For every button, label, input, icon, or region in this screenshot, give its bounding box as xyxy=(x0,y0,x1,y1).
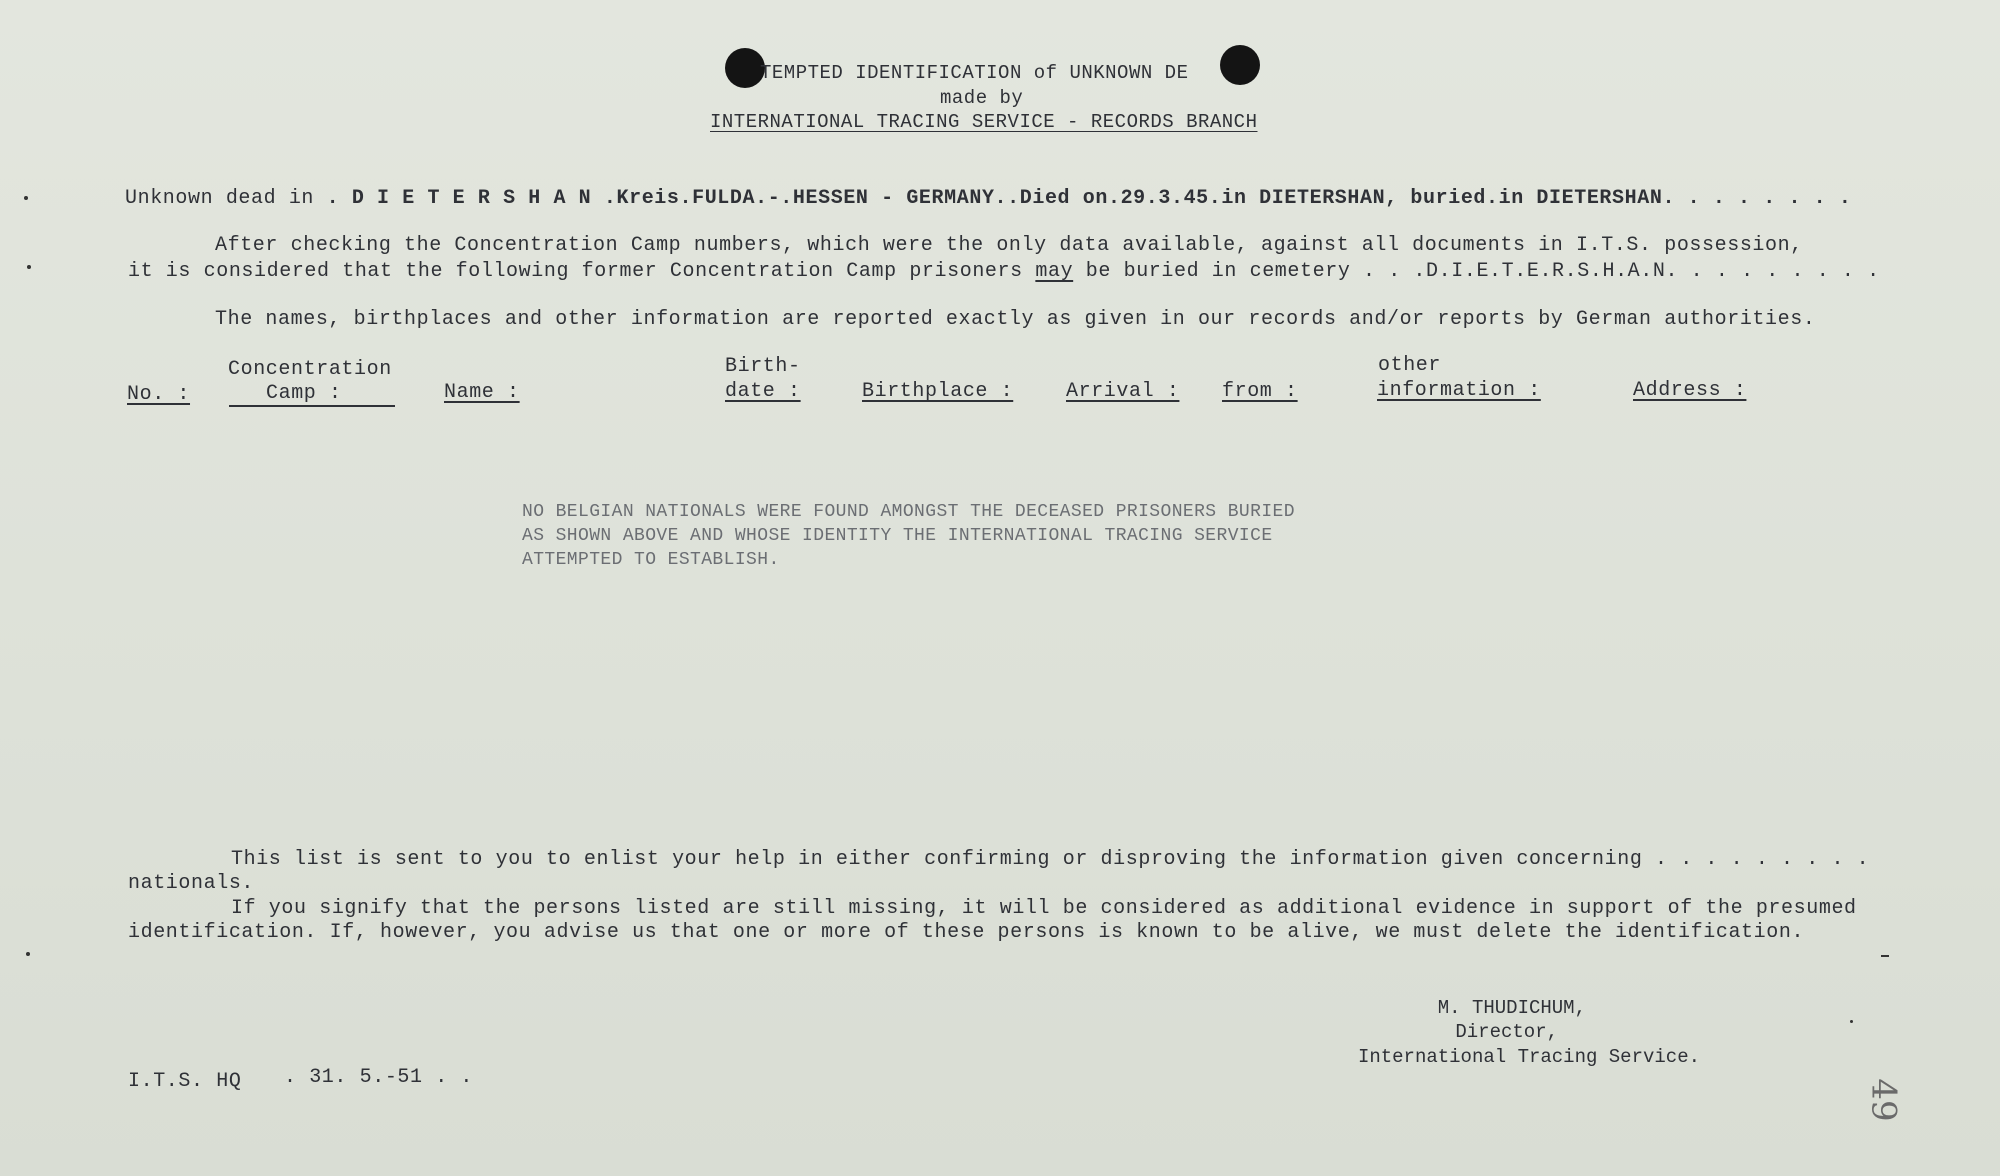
punch-hole-right xyxy=(1220,45,1260,85)
may-emphasis: may xyxy=(1035,260,1074,283)
notice-line-3: ATTEMPTED TO ESTABLISH. xyxy=(522,550,780,570)
location-label: Unknown dead in xyxy=(125,187,315,210)
column-other-bottom: information : xyxy=(1377,379,1541,402)
column-camp-bottom: Camp : xyxy=(266,382,342,405)
margin-dot xyxy=(24,196,28,200)
column-no: No. : xyxy=(127,383,191,406)
column-camp-top: Concentration xyxy=(228,358,392,381)
issuing-organization: INTERNATIONAL TRACING SERVICE - RECORDS BRANCH xyxy=(710,111,1258,133)
notice-line-1: NO BELGIAN NATIONALS WERE FOUND AMONGST THE DECEASED PRISONERS BURIED xyxy=(522,502,1295,522)
paragraph-1-text: it is considered that the following former Concentration Camp prisoners xyxy=(128,260,1023,283)
location-value: . D I E T E R S H A N .Kreis.FULDA.-.HESSEN - GERMANY..Died on.29.3.45.in DIETERSHAN, buried.in DIETERSHAN. . . . . . . . xyxy=(326,187,1852,210)
paragraph-3-line-2: nationals. xyxy=(128,872,255,895)
paragraph-3-line-1: This list is sent to you to enlist your help in either confirming or disproving the information given concerning . . . . . . . . . xyxy=(231,848,1870,871)
margin-dot xyxy=(1850,1020,1853,1023)
page-number: 49 xyxy=(1863,1078,1904,1122)
column-arrival: Arrival : xyxy=(1066,380,1180,403)
signatory-organization: International Tracing Service. xyxy=(1357,1046,1700,1068)
footer-date: . 31. 5.-51 . . xyxy=(284,1066,474,1089)
paragraph-2: The names, birthplaces and other information are reported exactly as given in our records and/or reports by German authorities. xyxy=(215,308,1816,331)
made-by-line: made by xyxy=(940,87,1024,109)
column-from: from : xyxy=(1222,380,1298,403)
camp-underline xyxy=(229,405,395,407)
margin-dot xyxy=(26,952,30,956)
punch-hole-left xyxy=(725,48,765,88)
margin-dot xyxy=(27,265,31,269)
margin-dash xyxy=(1881,955,1889,957)
notice-line-2: AS SHOWN ABOVE AND WHOSE IDENTITY THE INTERNATIONAL TRACING SERVICE xyxy=(522,526,1273,546)
signatory-name: M. THUDICHUM, xyxy=(1437,997,1586,1019)
column-birthplace: Birthplace : xyxy=(862,380,1014,403)
paragraph-4-line-1: If you signify that the persons listed are still missing, it will be considered as additional evidence in support of the presumed xyxy=(231,897,1857,920)
cemetery-text: be buried in cemetery . . .D.I.E.T.E.R.S.H.A.N. . . . . . . . . xyxy=(1085,260,1880,283)
signatory-title: Director, xyxy=(1455,1021,1558,1043)
column-birthdate-top: Birth- xyxy=(725,355,801,378)
paragraph-1-line-2 xyxy=(128,260,1880,283)
column-other-top: other xyxy=(1378,354,1442,377)
column-name: Name : xyxy=(444,381,520,404)
column-address: Address : xyxy=(1633,379,1747,402)
footer-label: I.T.S. HQ xyxy=(128,1070,242,1093)
column-birthdate-bottom: date : xyxy=(725,380,801,403)
location-line xyxy=(125,187,1851,210)
paragraph-4-line-2: identification. If, however, you advise us that one or more of these persons is known to be alive, we must delete the identification. xyxy=(128,921,1805,944)
document-title: TEMPTED IDENTIFICATION of UNKNOWN DE xyxy=(760,62,1189,84)
paragraph-1-line-1: After checking the Concentration Camp numbers, which were the only data available, against all documents in I.T.S. possession, xyxy=(215,234,1803,257)
